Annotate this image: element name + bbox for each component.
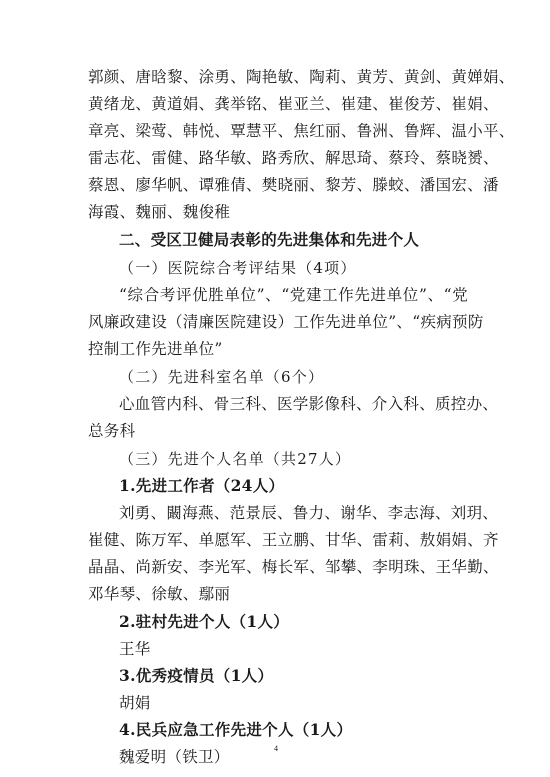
names-line: 晶晶、尚新安、李光军、梅长军、邹攀、李明珠、王华勤、 (88, 558, 499, 576)
names-line: 雷志花、雷健、路华敏、路秀欣、解思琦、蔡玲、蔡晓赟、 (88, 149, 499, 167)
names-line: 邓华琴、徐敏、鄢丽 (88, 585, 231, 603)
group-title: 1.先进工作者（24人） (119, 476, 285, 495)
page-number: 4 (274, 744, 278, 753)
subsection-title: （二）先进科室名单（6个） (119, 368, 325, 386)
section-heading: 二、受区卫健局表彰的先进集体和先进个人 (119, 231, 420, 249)
body-line: 风廉政建设（清廉医院建设）工作先进单位”、“疾病预防 (88, 313, 484, 331)
names-line: 蔡恩、廖华帆、谭雅倩、樊晓丽、黎芳、滕蛟、潘国宏、潘 (88, 176, 499, 194)
group-title: 4.民兵应急工作先进个人（1人） (119, 720, 353, 739)
names-line: 魏爱明（铁卫） (119, 748, 230, 766)
names-line: 崔健、陈万军、单愿军、王立鹏、甘华、雷莉、敖娟娟、齐 (88, 531, 499, 549)
names-line: 郭颜、唐晗黎、涂勇、陶艳敏、陶莉、黄芳、黄剑、黄婵娟、 (88, 68, 515, 86)
names-line: 王华 (119, 640, 151, 658)
body-line: “综合考评优胜单位”、“党建工作先进单位”、“党 (119, 286, 468, 304)
subsection-title: （一）医院综合考评结果（4项） (119, 259, 357, 277)
names-line: 胡娟 (119, 694, 151, 712)
names-line: 黄绪龙、黄道娟、龚举铭、崔亚兰、崔建、崔俊芳、崔娟、 (88, 95, 499, 113)
body-line: 控制工作先进单位” (88, 340, 223, 358)
body-line: 心血管内科、骨三科、医学影像科、介入科、质控办、 (119, 395, 499, 413)
names-line: 章亮、梁莺、韩悦、覃慧平、焦红丽、鲁洲、鲁辉、温小平、 (88, 122, 515, 140)
group-title: 2.驻村先进个人（1人） (119, 612, 290, 631)
body-line: 总务科 (88, 422, 136, 440)
subsection-title: （三）先进个人名单（共27人） (119, 450, 352, 468)
names-line: 海霞、魏丽、魏俊稚 (88, 203, 231, 221)
group-title: 3.优秀疫情员（1人） (119, 666, 274, 685)
names-line: 刘勇、闞海燕、范景辰、鲁力、谢华、李志海、刘玥、 (119, 504, 499, 522)
